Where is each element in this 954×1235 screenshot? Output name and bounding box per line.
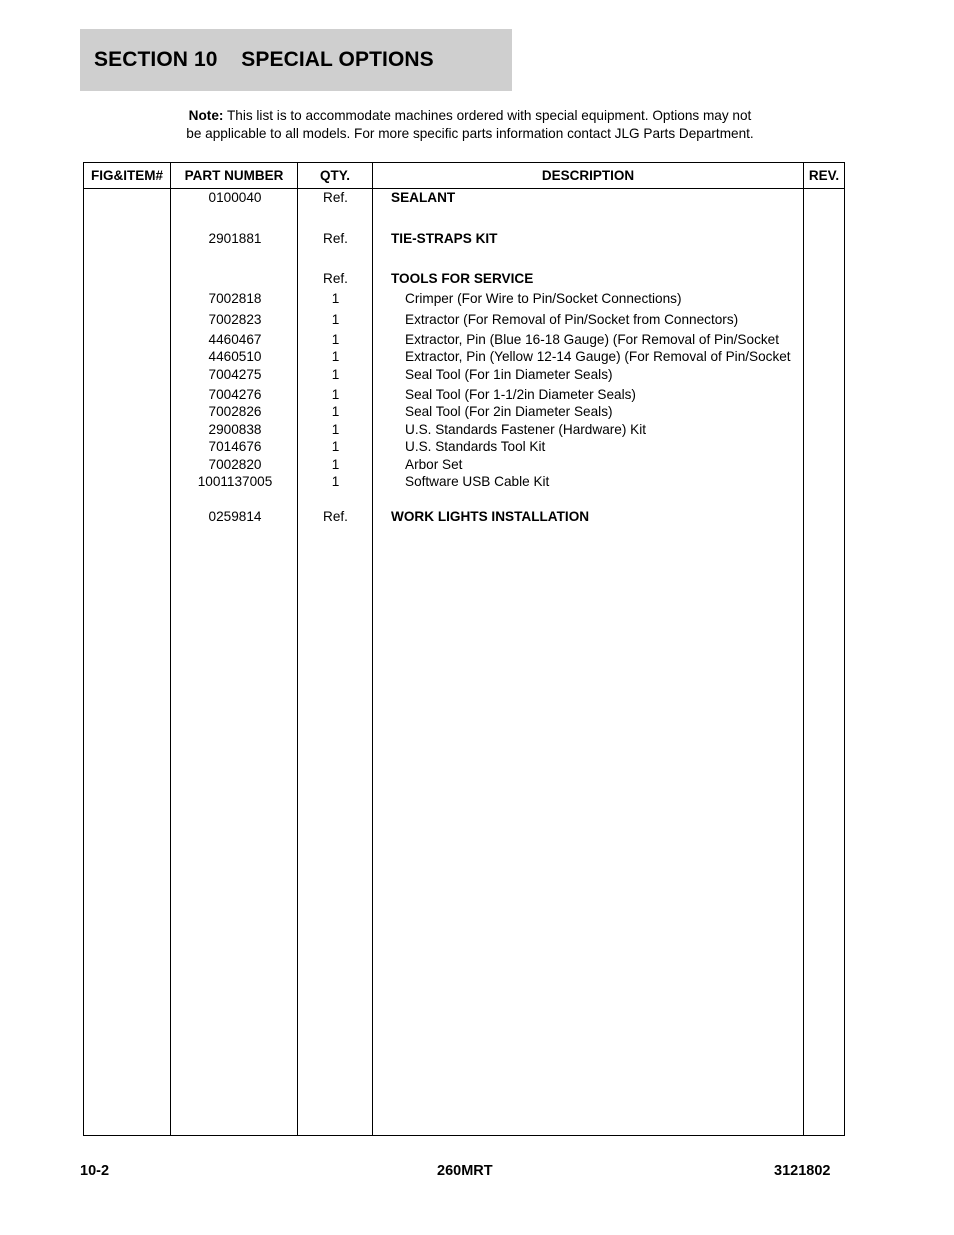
description-cell: U.S. Standards Tool Kit [405, 439, 546, 454]
qty-cell: 1 [331, 312, 340, 327]
qty-cell: Ref. [323, 271, 348, 286]
qty-cell: 1 [331, 439, 340, 454]
page-number: 10-2 [80, 1163, 110, 1179]
table-row [84, 438, 844, 456]
section-title: SECTION 10 SPECIAL OPTIONS [94, 48, 434, 71]
table-row [84, 403, 844, 421]
parts-table [83, 162, 845, 1136]
column-divider [297, 163, 298, 1135]
table-row [84, 456, 844, 474]
qty-cell: 1 [331, 387, 340, 402]
qty-cell: 1 [331, 422, 340, 437]
part-number-cell: 7002826 [208, 404, 262, 419]
model-name: 260MRT [437, 1163, 493, 1179]
description-cell: Extractor, Pin (Blue 16-18 Gauge) (For Removal of Pin/Socket [405, 332, 779, 347]
part-number-cell: 7002818 [208, 291, 262, 306]
table-row [84, 386, 844, 404]
part-number-cell: 2900838 [208, 422, 262, 437]
note-label: Note: [188, 108, 224, 123]
column-header-rev: REV. [808, 168, 840, 183]
description-cell: SEALANT [391, 190, 456, 205]
part-number-cell: 2901881 [208, 231, 262, 246]
qty-cell: 1 [331, 367, 340, 382]
description-cell: Seal Tool (For 1in Diameter Seals) [405, 367, 613, 382]
description-cell: Crimper (For Wire to Pin/Socket Connections) [405, 291, 682, 306]
description-cell: TIE-STRAPS KIT [391, 231, 498, 246]
part-number-cell: 1001137005 [197, 474, 273, 489]
part-number-cell: 4460510 [208, 349, 262, 364]
description-cell: U.S. Standards Fastener (Hardware) Kit [405, 422, 647, 437]
column-divider [803, 163, 804, 1135]
part-number-cell: 7014676 [208, 439, 262, 454]
table-row [84, 189, 844, 207]
qty-cell: 1 [331, 349, 340, 364]
note-line-1 [120, 107, 820, 125]
part-number-cell: 7002820 [208, 457, 262, 472]
table-row [84, 331, 844, 349]
description-cell: Extractor (For Removal of Pin/Socket from Connectors) [405, 312, 739, 327]
note [120, 107, 820, 143]
description-cell: Seal Tool (For 2in Diameter Seals) [405, 404, 613, 419]
table-row [84, 366, 844, 384]
column-header-qty: QTY. [319, 168, 350, 183]
part-number-cell: 0259814 [208, 509, 262, 524]
qty-cell: Ref. [323, 509, 348, 524]
description-cell: Extractor, Pin (Yellow 12-14 Gauge) (For Removal of Pin/Socket [405, 349, 791, 364]
table-row [84, 348, 844, 366]
column-header-part-number: PART NUMBER [184, 168, 284, 183]
table-row [84, 290, 844, 308]
table-row [84, 270, 844, 288]
description-cell: Arbor Set [405, 457, 463, 472]
qty-cell: Ref. [323, 190, 348, 205]
note-text-2: be applicable to all models. For more specific parts information contact JLG Parts Department. [186, 126, 754, 141]
table-row [84, 473, 844, 491]
qty-cell: 1 [331, 291, 340, 306]
column-header-fig: FIG&ITEM# [90, 168, 163, 183]
part-number-cell: 4460467 [208, 332, 262, 347]
qty-cell: 1 [331, 457, 340, 472]
description-cell: WORK LIGHTS INSTALLATION [391, 509, 590, 524]
part-number-cell: 7004276 [208, 387, 262, 402]
part-number-cell: 7002823 [208, 312, 262, 327]
note-text-1: This list is to accommodate machines ordered with special equipment. Options may not [223, 108, 752, 123]
column-header-description: DESCRIPTION [541, 168, 635, 183]
table-row [84, 230, 844, 248]
column-divider [170, 163, 171, 1135]
table-row [84, 508, 844, 526]
document-number: 3121802 [774, 1163, 831, 1179]
table-row [84, 311, 844, 329]
qty-cell: Ref. [323, 231, 348, 246]
qty-cell: 1 [331, 474, 340, 489]
description-cell: TOOLS FOR SERVICE [391, 271, 534, 286]
qty-cell: 1 [331, 332, 340, 347]
section-banner [80, 29, 512, 91]
table-row [84, 421, 844, 439]
qty-cell: 1 [331, 404, 340, 419]
column-divider [372, 163, 373, 1135]
description-cell: Seal Tool (For 1-1/2in Diameter Seals) [405, 387, 636, 402]
part-number-cell: 7004275 [208, 367, 262, 382]
description-cell: Software USB Cable Kit [405, 474, 550, 489]
part-number-cell: 0100040 [208, 190, 262, 205]
